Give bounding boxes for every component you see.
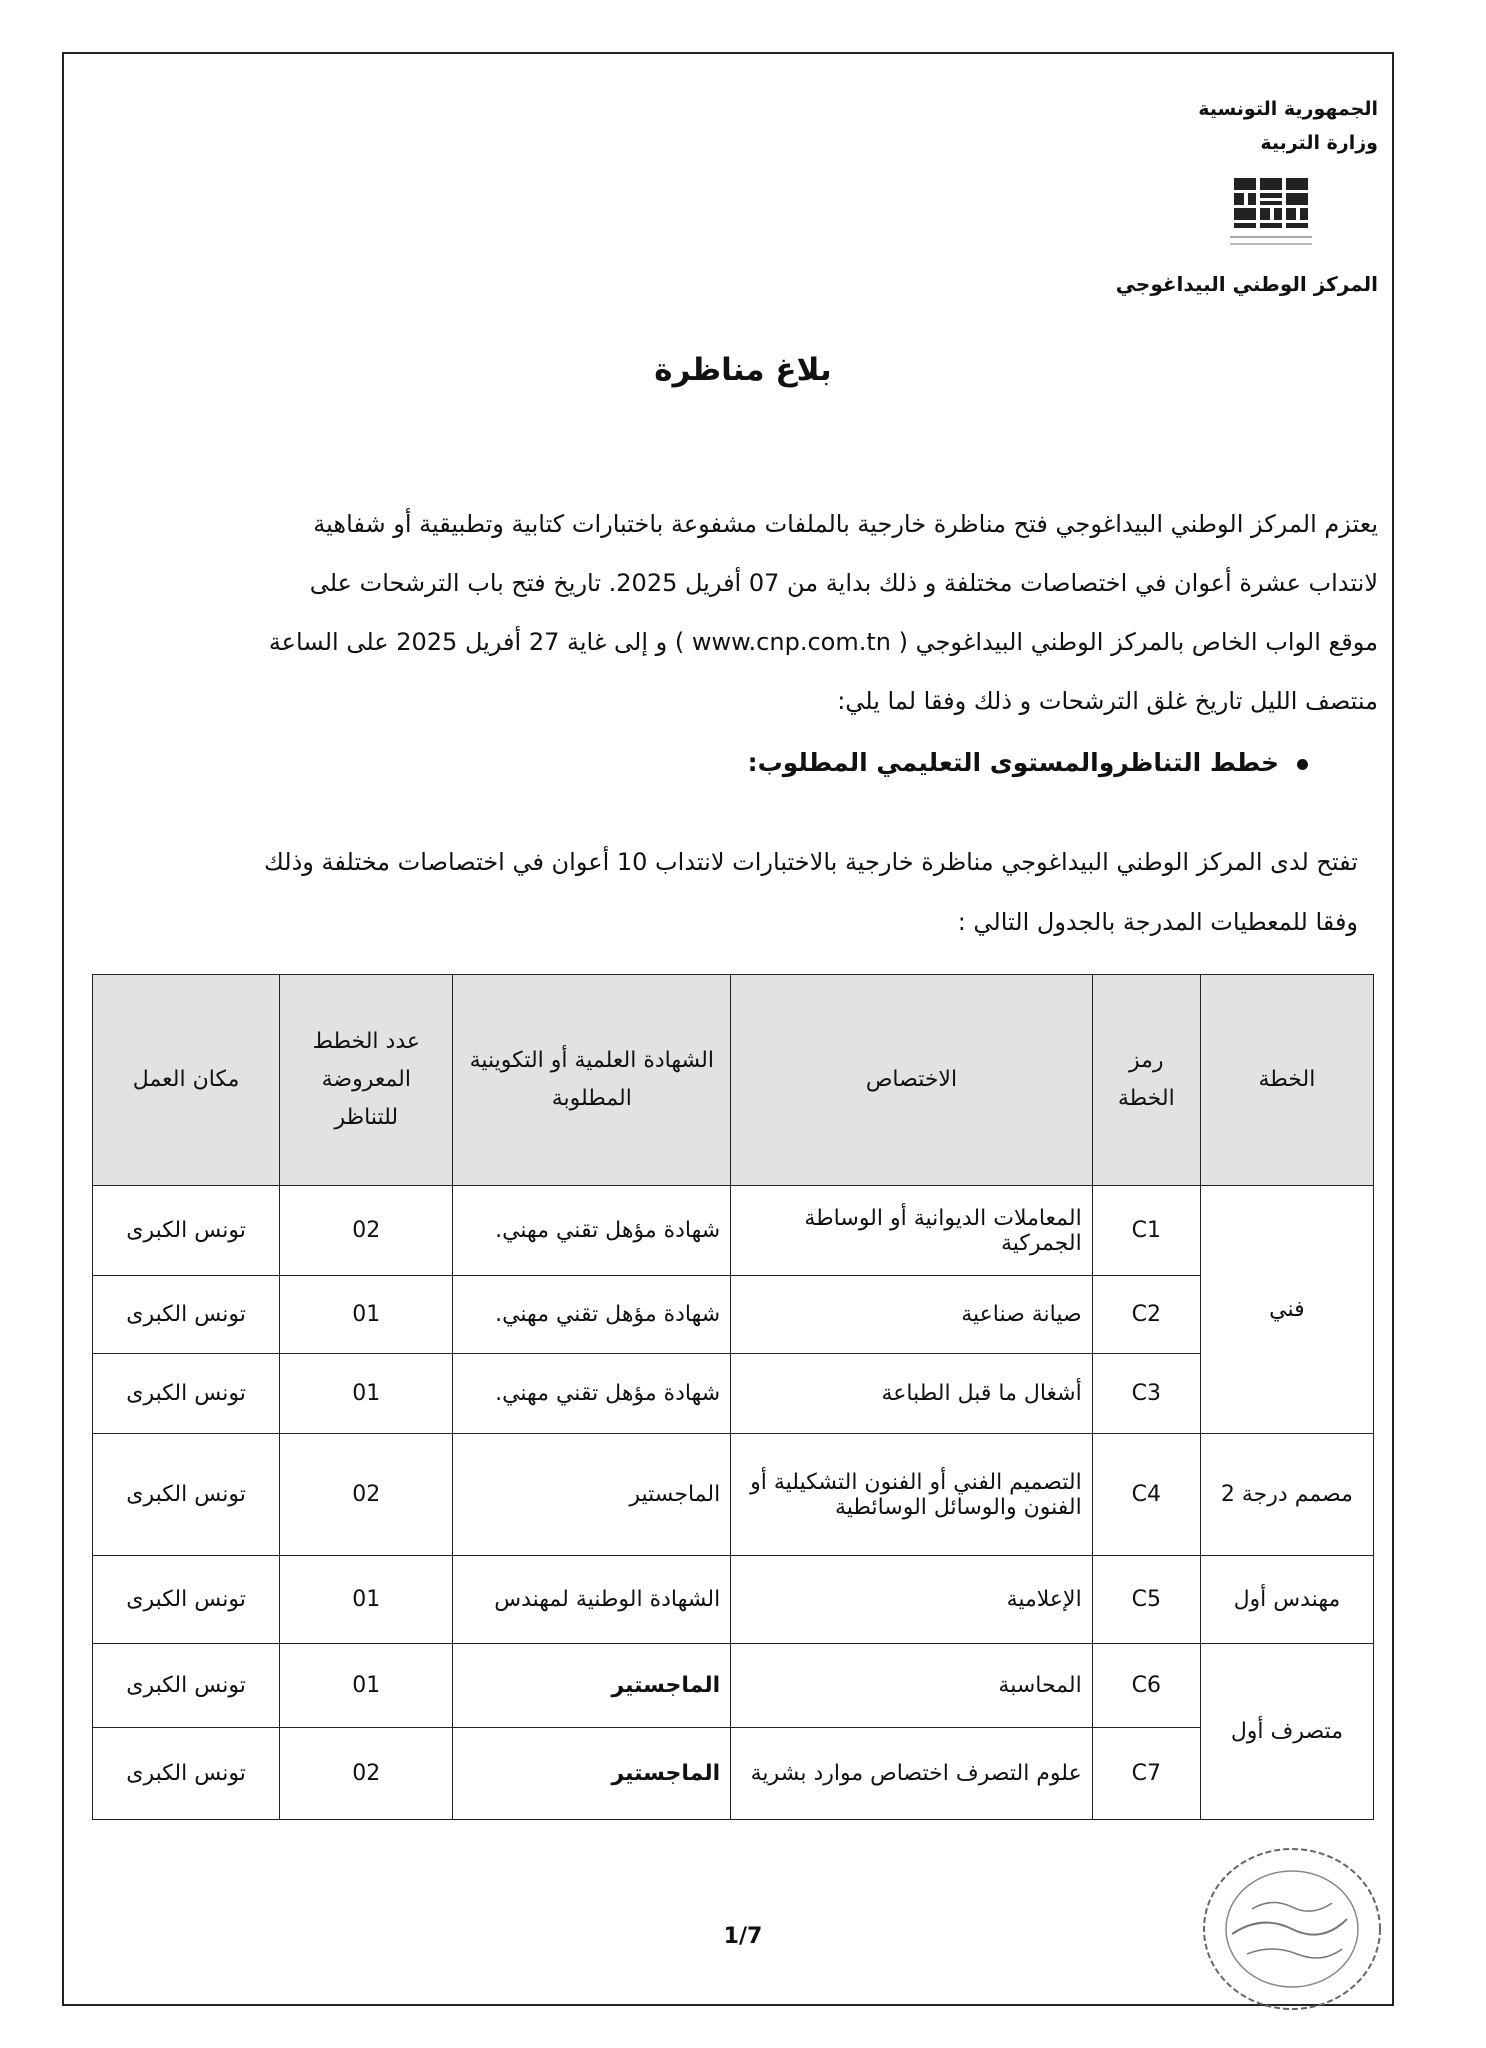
republic-name: الجمهورية التونسية [1198, 98, 1378, 120]
page-title: بلاغ مناظرة [654, 352, 832, 388]
intro-line: لانتداب عشرة أعوان في اختصاصات مختلفة و ذلك بداية من 07 أفريل 2025. تاريخ فتح باب الترشحات على [309, 569, 1378, 597]
code-cell: C2 [1092, 1276, 1200, 1354]
code-cell: C6 [1092, 1644, 1200, 1728]
intro-line: منتصف الليل تاريخ غلق الترشحات و ذلك وفقا لما يلي: [837, 687, 1378, 715]
header-count: عدد الخطط المعروضة للتناظر [280, 975, 453, 1186]
place-cell: تونس الكبرى [93, 1354, 280, 1434]
place-cell: تونس الكبرى [93, 1434, 280, 1556]
specialty-cell: علوم التصرف اختصاص موارد بشرية [731, 1728, 1093, 1820]
count-cell: 01 [280, 1354, 453, 1434]
page-number: 1/7 [723, 1924, 763, 1949]
specialty-cell: أشغال ما قبل الطباعة [731, 1354, 1093, 1434]
certificate-cell: الماجستير [453, 1728, 731, 1820]
certificate-cell: الشهادة الوطنية لمهندس [453, 1556, 731, 1644]
table-intro-line: وفقا للمعطيات المدرجة بالجدول التالي : [957, 908, 1358, 936]
certificate-cell: شهادة مؤهل تقني مهني. [453, 1354, 731, 1434]
header-certificate: الشهادة العلمية أو التكوينية المطلوبة [453, 975, 731, 1186]
intro-line: يعتزم المركز الوطني البيداغوجي فتح مناظرة خارجية بالملفات مشفوعة باختبارات كتابية وتطبيقية أو شفاهية [313, 510, 1378, 538]
specialty-cell: الإعلامية [731, 1556, 1093, 1644]
section-heading [748, 748, 1308, 777]
section-heading-text: خطط التناظروالمستوى التعليمي المطلوب: [747, 748, 1279, 777]
plan-cell: فني [1200, 1186, 1373, 1434]
code-cell: C3 [1092, 1354, 1200, 1434]
table-intro [108, 832, 1358, 952]
table-row [93, 1354, 1374, 1434]
table-row [93, 1556, 1374, 1644]
code-cell: C5 [1092, 1556, 1200, 1644]
header-specialty: الاختصاص [731, 975, 1093, 1186]
specialty-cell: صيانة صناعية [731, 1276, 1093, 1354]
table-header-row [93, 975, 1374, 1186]
place-cell: تونس الكبرى [93, 1556, 280, 1644]
plans-table [92, 974, 1374, 1820]
header-code: رمز الخطة [1092, 975, 1200, 1186]
ministry-name: وزارة التربية [1260, 132, 1378, 154]
header-place: مكان العمل [93, 975, 280, 1186]
place-cell: تونس الكبرى [93, 1186, 280, 1276]
count-cell: 02 [280, 1434, 453, 1556]
place-cell: تونس الكبرى [93, 1728, 280, 1820]
intro-line: موقع الواب الخاص بالمركز الوطني البيداغوجي ( www.cnp.com.tn ) و إلى غاية 27 أفريل 2025 على الساعة [268, 628, 1378, 656]
specialty-cell: المحاسبة [731, 1644, 1093, 1728]
certificate-cell: الماجستير [453, 1644, 731, 1728]
certificate-cell: شهادة مؤهل تقني مهني. [453, 1276, 731, 1354]
table-row [93, 1186, 1374, 1276]
plan-cell: متصرف أول [1200, 1644, 1373, 1820]
table-row [93, 1644, 1374, 1728]
table-row [93, 1728, 1374, 1820]
table-intro-line: تفتح لدى المركز الوطني البيداغوجي مناظرة خارجية بالاختبارات لانتداب 10 أعوان في اختصاصات مختلفة وذلك [264, 848, 1358, 876]
table-row [93, 1276, 1374, 1354]
specialty-cell: المعاملات الديوانية أو الوساطة الجمركية [731, 1186, 1093, 1276]
certificate-cell: الماجستير [453, 1434, 731, 1556]
cnp-logo [1216, 174, 1324, 252]
center-name: المركز الوطني البيداغوجي [1115, 272, 1378, 296]
code-cell: C1 [1092, 1186, 1200, 1276]
count-cell: 01 [280, 1556, 453, 1644]
table-row [93, 1434, 1374, 1556]
document-header [1198, 92, 1378, 160]
place-cell: تونس الكبرى [93, 1276, 280, 1354]
place-cell: تونس الكبرى [93, 1644, 280, 1728]
specialty-cell: التصميم الفني أو الفنون التشكيلية أو الفنون والوسائل الوسائطية [731, 1434, 1093, 1556]
bullet-icon [1297, 759, 1308, 770]
intro-paragraph [108, 495, 1378, 731]
official-stamp [1192, 1834, 1392, 2024]
code-cell: C4 [1092, 1434, 1200, 1556]
plan-cell: مصمم درجة 2 [1200, 1434, 1373, 1556]
count-cell: 02 [280, 1728, 453, 1820]
count-cell: 01 [280, 1276, 453, 1354]
header-plan: الخطة [1200, 975, 1373, 1186]
count-cell: 01 [280, 1644, 453, 1728]
count-cell: 02 [280, 1186, 453, 1276]
code-cell: C7 [1092, 1728, 1200, 1820]
certificate-cell: شهادة مؤهل تقني مهني. [453, 1186, 731, 1276]
plan-cell: مهندس أول [1200, 1556, 1373, 1644]
